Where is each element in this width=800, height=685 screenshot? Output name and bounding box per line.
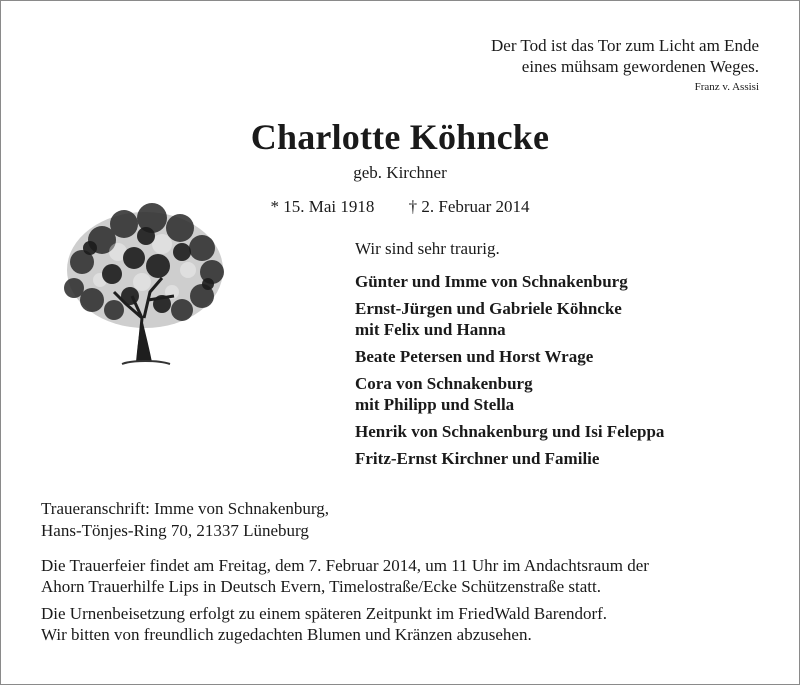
mourner-line: Henrik von Schnakenburg und Isi Feleppa xyxy=(355,422,665,441)
ceremony-info xyxy=(41,555,771,651)
epigraph-line-1: Der Tod ist das Tor zum Licht am Ende xyxy=(491,36,759,55)
mourner-line: Fritz-Ernst Kirchner und Familie xyxy=(355,449,600,468)
mourner-entry xyxy=(355,448,664,469)
urn-line-2: Wir bitten von freundlich zugedachten Blumen und Kränzen abzusehen. xyxy=(41,625,532,644)
mourner-line: Ernst-Jürgen und Gabriele Köhncke xyxy=(355,299,622,318)
mourner-line: Cora von Schnakenburg xyxy=(355,374,533,393)
mourner-line: mit Felix und Hanna xyxy=(355,320,506,339)
ceremony-line-1: Die Trauerfeier findet am Freitag, dem 7. Februar 2014, um 11 Uhr im Andachtsraum der xyxy=(41,556,649,575)
urn-line-1: Die Urnenbeisetzung erfolgt zu einem späteren Zeitpunkt im FriedWald Barendorf. xyxy=(41,604,608,623)
mourning-address xyxy=(41,498,329,542)
epigraph xyxy=(491,35,759,96)
mourner-entry xyxy=(355,373,664,415)
deceased-name: Charlotte Köhncke xyxy=(250,117,550,157)
mourner-entry xyxy=(355,421,664,442)
address-line-1: Traueranschrift: Imme von Schnakenburg, xyxy=(41,499,329,518)
death-date: † 2. Februar 2014 xyxy=(408,197,530,216)
ceremony-line-2: Ahorn Trauerhilfe Lips in Deutsch Evern, Timelostraße/Ecke Schützenstraße statt. xyxy=(41,577,601,596)
ceremony-paragraph xyxy=(41,555,771,597)
epigraph-line-2: eines mühsam gewordenen Weges. xyxy=(521,57,759,76)
mourners-list xyxy=(355,271,664,475)
address-line-2: Hans-Tönjes-Ring 70, 21337 Lüneburg xyxy=(41,521,309,540)
grief-statement: Wir sind sehr traurig. xyxy=(355,239,500,258)
tree-illustration xyxy=(62,200,228,368)
urn-paragraph xyxy=(41,603,771,645)
mourner-entry xyxy=(355,271,664,292)
birth-date: * 15. Mai 1918 xyxy=(270,197,375,216)
mourner-entry xyxy=(355,346,664,367)
maiden-name: geb. Kirchner xyxy=(353,163,447,182)
mourner-line: Beate Petersen und Horst Wrage xyxy=(355,347,594,366)
mourner-line: mit Philipp und Stella xyxy=(355,395,515,414)
epigraph-author: Franz v. Assisi xyxy=(694,81,759,93)
mourner-entry xyxy=(355,298,664,340)
mourner-line: Günter und Imme von Schnakenburg xyxy=(355,272,628,291)
